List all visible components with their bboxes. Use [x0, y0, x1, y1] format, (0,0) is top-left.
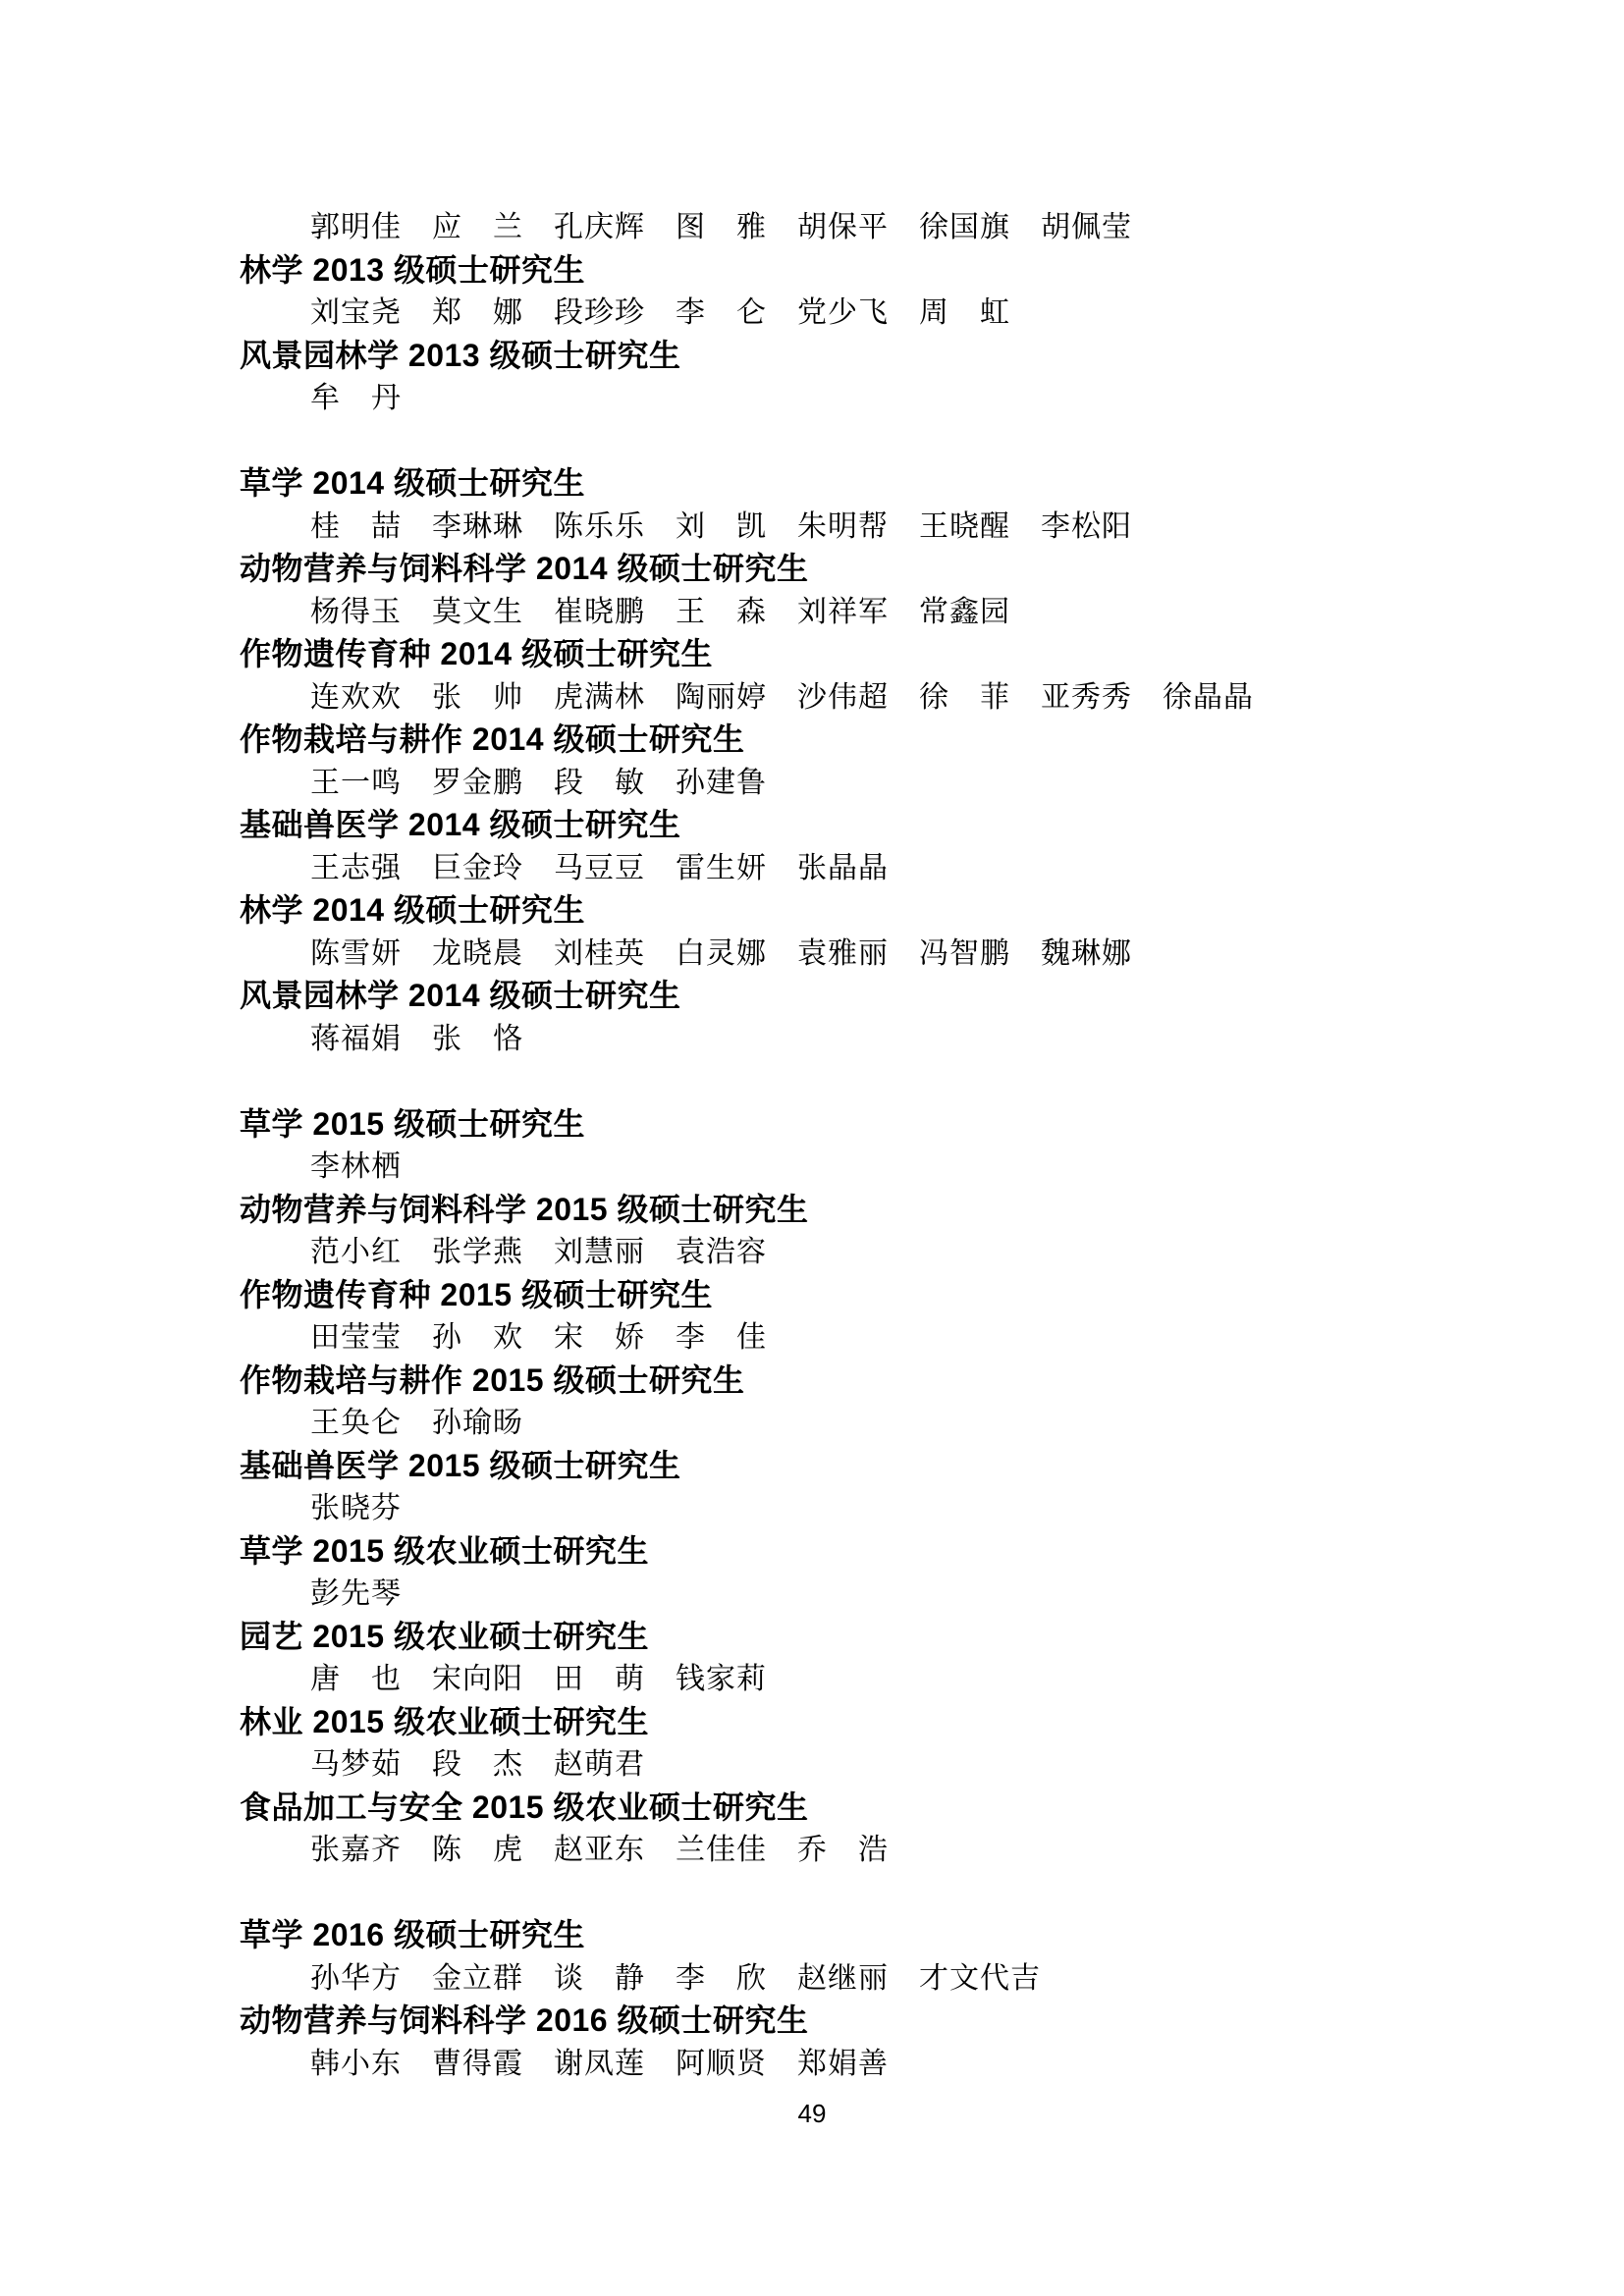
student-names-row: 刘宝尧 郑 娜 段珍珍 李 仑 党少飞 周 虹 — [310, 296, 1010, 329]
program-heading: 作物遗传育种 2015 级硕士研究生 — [240, 1276, 713, 1312]
program-heading: 基础兽医学 2014 级硕士研究生 — [240, 807, 681, 842]
program-heading: 风景园林学 2014 级硕士研究生 — [240, 978, 681, 1013]
program-heading: 动物营养与饲料科学 2016 级硕士研究生 — [240, 2002, 809, 2038]
student-names-row: 孙华方 金立群 谈 静 李 欣 赵继丽 才文代吉 — [310, 1961, 1041, 1995]
program-heading: 食品加工与安全 2015 级农业硕士研究生 — [240, 1789, 809, 1825]
student-names-row: 杨得玉 莫文生 崔晓鹏 王 森 刘祥军 常鑫园 — [310, 595, 1010, 628]
student-names-row: 韩小东 曹得霞 谢凤莲 阿顺贤 郑娟善 — [310, 2047, 889, 2080]
program-heading: 作物栽培与耕作 2015 级硕士研究生 — [240, 1362, 745, 1398]
section-gap — [240, 1872, 1447, 1915]
student-names-row: 陈雪妍 龙晓晨 刘桂英 白灵娜 袁雅丽 冯智鹏 魏琳娜 — [310, 936, 1132, 970]
program-heading: 草学 2016 级硕士研究生 — [240, 1917, 585, 1952]
program-heading: 动物营养与饲料科学 2015 级硕士研究生 — [240, 1191, 809, 1227]
student-names-row: 王志强 巨金玲 马豆豆 雷生妍 张晶晶 — [310, 851, 889, 884]
student-names-row: 范小红 张学燕 刘慧丽 袁浩容 — [310, 1236, 767, 1268]
student-names-row: 李林栖 — [310, 1150, 402, 1183]
section-gap — [240, 1060, 1447, 1103]
program-heading: 作物遗传育种 2014 级硕士研究生 — [240, 636, 713, 671]
program-heading: 林学 2014 级硕士研究生 — [240, 892, 585, 928]
student-names-row: 张嘉齐 陈 虎 赵亚东 兰佳佳 乔 浩 — [310, 1834, 889, 1866]
program-heading: 草学 2015 级硕士研究生 — [240, 1105, 585, 1142]
page-number: 49 — [797, 2099, 827, 2128]
student-names-row: 王一鸣 罗金鹏 段 敏 孙建鲁 — [310, 766, 767, 799]
student-names-row: 张晓芬 — [310, 1492, 402, 1524]
student-names-row: 桂 喆 李琳琳 陈乐乐 刘 凯 朱明帮 王晓醒 李松阳 — [310, 509, 1132, 543]
program-heading: 动物营养与饲料科学 2014 级硕士研究生 — [240, 551, 809, 586]
student-names-row: 连欢欢 张 帅 虎满林 陶丽婷 沙伟超 徐 菲 亚秀秀 徐晶晶 — [310, 680, 1254, 714]
section-gap — [240, 420, 1447, 463]
program-heading: 基础兽医学 2015 级硕士研究生 — [240, 1447, 681, 1483]
program-heading: 作物栽培与耕作 2014 级硕士研究生 — [240, 721, 745, 757]
student-names-row: 王奂仑 孙瑜旸 — [310, 1407, 523, 1439]
program-heading: 林业 2015 级农业硕士研究生 — [240, 1703, 649, 1739]
student-names-row: 蒋福娟 张 恪 — [310, 1022, 523, 1055]
program-heading: 林学 2013 级硕士研究生 — [240, 251, 585, 288]
student-names-row: 唐 也 宋向阳 田 萌 钱家莉 — [310, 1663, 767, 1695]
student-names-row: 田莹莹 孙 欢 宋 娇 李 佳 — [310, 1321, 767, 1354]
program-heading: 风景园林学 2013 级硕士研究生 — [240, 337, 681, 373]
program-heading: 草学 2014 级硕士研究生 — [240, 465, 585, 501]
program-heading: 草学 2015 级农业硕士研究生 — [240, 1532, 649, 1569]
student-names-row: 郭明佳 应 兰 孔庆辉 图 雅 胡保平 徐国旗 胡佩莹 — [310, 211, 1132, 243]
program-heading: 园艺 2015 级农业硕士研究生 — [240, 1618, 649, 1654]
student-names-row: 彭先琴 — [310, 1577, 402, 1610]
document-body — [240, 206, 1447, 2085]
student-names-row: 牟 丹 — [310, 382, 402, 414]
student-names-row: 马梦茹 段 杰 赵萌君 — [310, 1748, 645, 1781]
